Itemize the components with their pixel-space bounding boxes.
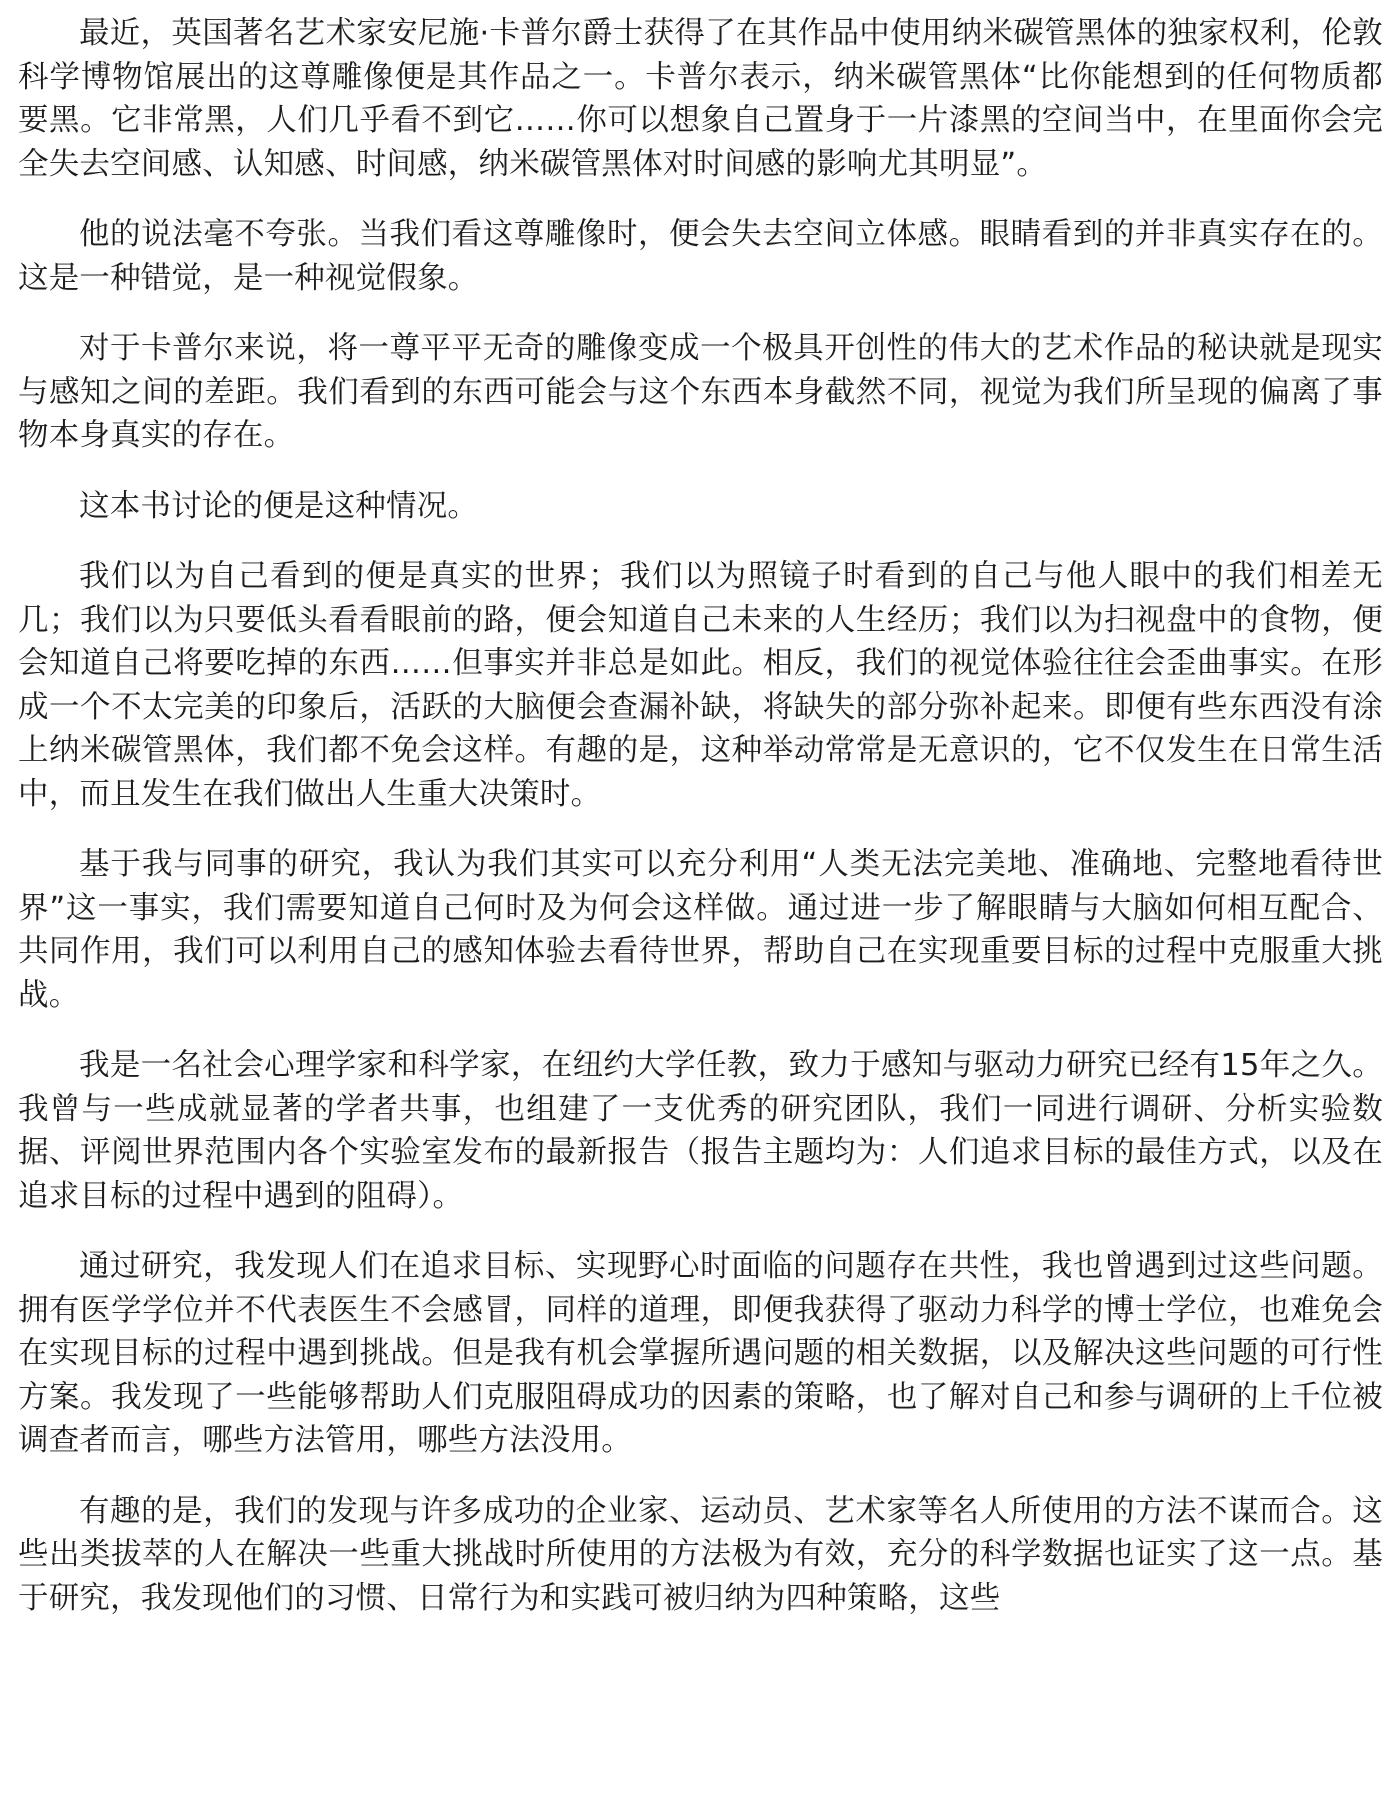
paragraph-2: 他的说法毫不夸张。当我们看这尊雕像时，便会失去空间立体感。眼睛看到的并非真实存在的。这是一种错觉，是一种视觉假象。 [18,217,1383,296]
paragraph-7: 我是一名社会心理学家和科学家，在纽约大学任教，致力于感知与驱动力研究已经有15年之久。我曾与一些成就显著的学者共事，也组建了一支优秀的研究团队，我们一同进行调研、分析实验数据、评阅世界范围内各个实验室发布的最新报告（报告主题均为：人们追求目标的最佳方式，以及在追求目标的过程中遇到的阻碍）。 [18,1048,1383,1214]
document-page [18,12,1383,1647]
paragraph-3: 对于卡普尔来说，将一尊平平无奇的雕像变成一个极具开创性的伟大的艺术作品的秘诀就是现实与感知之间的差距。我们看到的东西可能会与这个东西本身截然不同，视觉为我们所呈现的偏离了事物本身真实的存在。 [18,331,1383,453]
paragraph-9: 有趣的是，我们的发现与许多成功的企业家、运动员、艺术家等名人所使用的方法不谋而合。这些出类拔萃的人在解决一些重大挑战时所使用的方法极为有效，充分的科学数据也证实了这一点。基于研究，我发现他们的习惯、日常行为和实践可被归纳为四种策略，这些 [18,1493,1383,1616]
paragraph-1: 最近，英国著名艺术家安尼施·卡普尔爵士获得了在其作品中使用纳米碳管黑体的独家权利，伦敦科学博物馆展出的这尊雕像便是其作品之一。卡普尔表示，纳米碳管黑体“比你能想到的任何物质都要黑。它非常黑，人们几乎看不到它……你可以想象自己置身于一片漆黑的空间当中，在里面你会完全失去空间感、认知感、时间感，纳米碳管黑体对时间感的影响尤其明显”。 [18,16,1383,182]
paragraph-8: 通过研究，我发现人们在追求目标、实现野心时面临的问题存在共性，我也曾遇到过这些问题。拥有医学学位并不代表医生不会感冒，同样的道理，即便我获得了驱动力科学的博士学位，也难免会在实现目标的过程中遇到挑战。但是我有机会掌握所遇问题的相关数据，以及解决这些问题的可行性方案。我发现了一些能够帮助人们克服阻碍成功的因素的策略，也了解对自己和参与调研的上千位被调查者而言，哪些方法管用，哪些方法没用。 [18,1249,1383,1458]
paragraph-5: 我们以为自己看到的便是真实的世界；我们以为照镜子时看到的自己与他人眼中的我们相差无几；我们以为只要低头看看眼前的路，便会知道自己未来的人生经历；我们以为扫视盘中的食物，便会知道自己将要吃掉的东西……但事实并非总是如此。相反，我们的视觉体验往往会歪曲事实。在形成一个不太完美的印象后，活跃的大脑便会查漏补缺，将缺失的部分弥补起来。即便有些东西没有涂上纳米碳管黑体，我们都不免会这样。有趣的是，这种举动常常是无意识的，它不仅发生在日常生活中，而且发生在我们做出人生重大决策时。 [18,559,1383,812]
paragraph-4: 这本书讨论的便是这种情况。 [79,488,479,524]
paragraph-6: 基于我与同事的研究，我认为我们其实可以充分利用“人类无法完美地、准确地、完整地看待世界”这一事实，我们需要知道自己何时及为何会这样做。通过进一步了解眼睛与大脑如何相互配合、共同作用，我们可以利用自己的感知体验去看待世界，帮助自己在实现重要目标的过程中克服重大挑战。 [18,847,1383,1013]
